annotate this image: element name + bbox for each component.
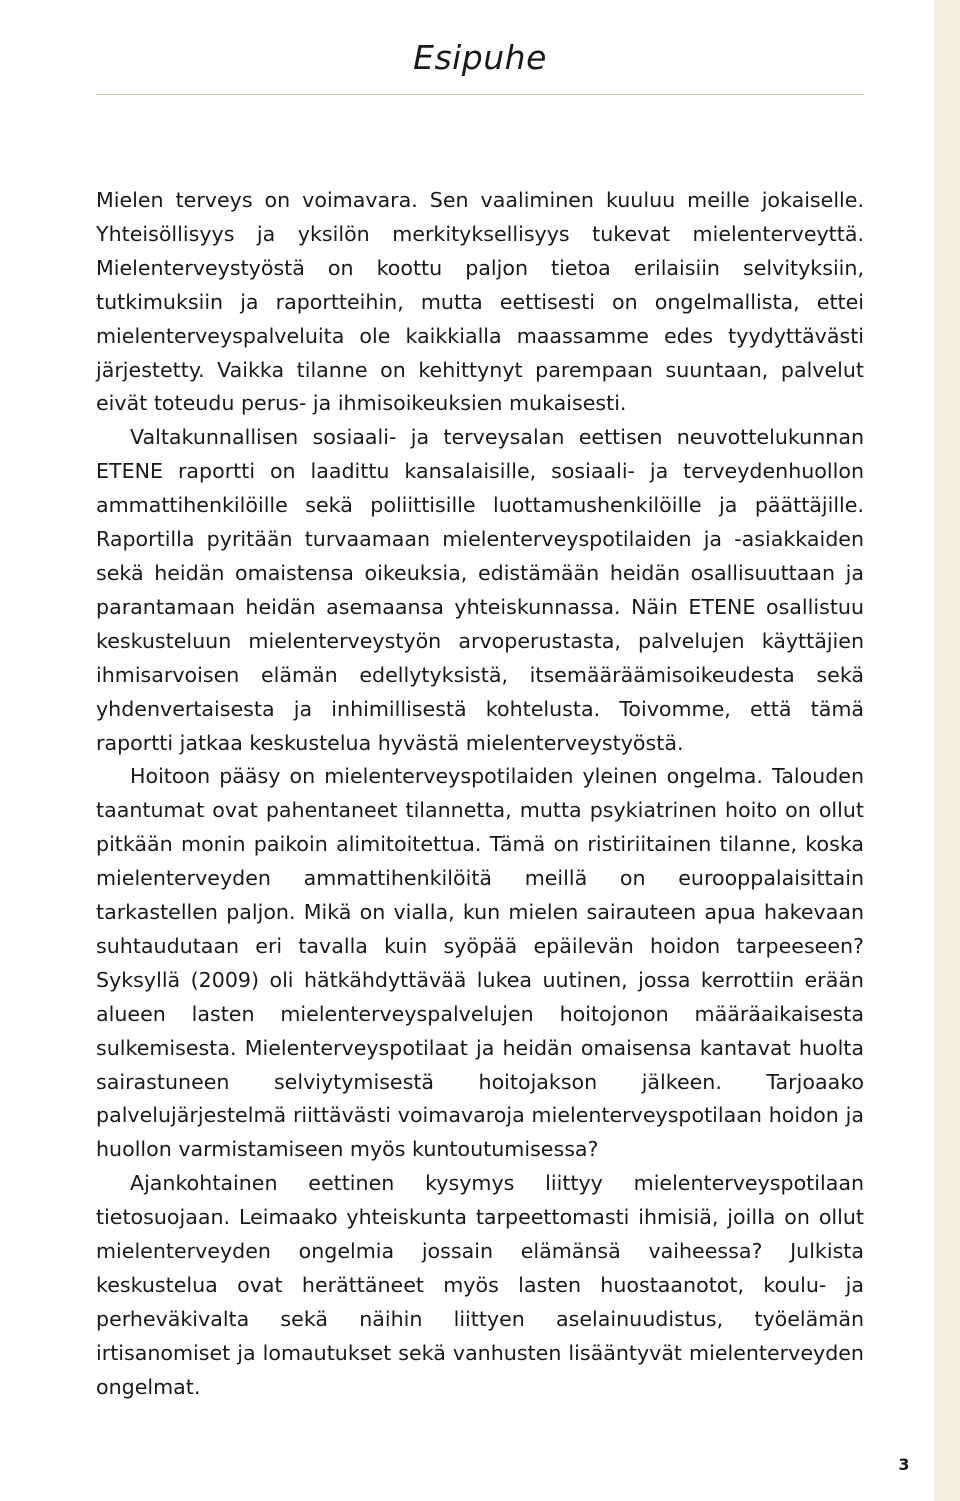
paragraph-3: Hoitoon pääsy on mielenterveyspotilaiden yleinen ongelma. Talouden taantumat ovat pahentaneet tilannetta, mutta psykiatrinen hoito on ollut pitkään monin paikoin alimitoitettua. Tämä on ristiriitainen tilanne, koska mielenterveyden ammattihenkilöitä meillä on eurooppalaisittain tarkastellen paljon. Mikä on vialla, kun mielen sairauteen apua hakevaan suhtaudutaan eri tavalla kuin syöpää epäilevän hoidon tarpeeseen? Syksyllä (2009) oli hätkähdyttävää lukea uutinen, jossa kerrottiin erään alueen lasten mielenterveyspalvelujen hoitojonon määräaikaisesta sulkemisesta. Mielenterveyspotilaat ja heidän omaisensa kantavat huolta sairastuneen selviytymisestä hoitojakson jälkeen. Tarjoaako palvelujärjestelmä riittävästi voimavaroja mielenterveyspotilaan hoidon ja huollon varmistamiseen myös kuntoutumisessa? xyxy=(96,764,864,1162)
page-title: Esipuhe xyxy=(413,38,547,77)
page-edge-strip xyxy=(934,0,960,1501)
body-text xyxy=(96,184,864,1405)
title-divider xyxy=(96,94,864,95)
paragraph-1: Mielen terveys on voimavara. Sen vaaliminen kuuluu meille jokaiselle. Yhteisöllisyys ja yksilön merkityksellisyys tukevat mielenterveyttä. Mielenterveystyöstä on koottu paljon tietoa erilaisiin selvityksiin, tutkimuksiin ja raportteihin, mutta eettisesti on ongelmallista, ettei mielenterveyspalveluita ole kaikkialla maassamme edes tyydyttävästi järjestetty. Vaikka tilanne on kehittynyt parempaan suuntaan, palvelut eivät toteudu perus- ja ihmisoikeuksien mukaisesti. xyxy=(96,188,864,416)
paragraph-4: Ajankohtainen eettinen kysymys liittyy mielenterveyspotilaan tietosuojaan. Leimaako yhteiskunta tarpeettomasti ihmisiä, joilla on ollut mielenterveyden ongelmia jossain elämänsä vaiheessa? Julkista keskustelua ovat herättäneet myös lasten huostaanotot, koulu- ja perheväkivalta sekä näihin liittyen aselainuudistus, työelämän irtisanomiset ja lomautukset sekä vanhusten lisääntyvät mielenterveyden ongelmat. xyxy=(96,1171,864,1399)
paragraph-2: Valtakunnallisen sosiaali- ja terveysalan eettisen neuvottelukunnan ETENE raportti on laadittu kansalaisille, sosiaali- ja terveydenhuollon ammattihenkilöille sekä poliittisille luottamushenkilöille ja päättäjille. Raportilla pyritään turvaamaan mielenterveyspotilaiden ja -asiakkaiden sekä heidän omaistensa oikeuksia, edistämään heidän osallisuuttaan ja parantamaan heidän asemaansa yhteiskunnassa. Näin ETENE osallistuu keskusteluun mielenterveystyön arvoperustasta, palvelujen käyttäjien ihmisarvoisen elämän edellytyksistä, itsemääräämisoikeudesta sekä yhdenvertaisesta ja inhimillisestä kohtelusta. Toivomme, että tämä raportti jatkaa keskustelua hyvästä mielenterveystyöstä. xyxy=(96,425,864,755)
page-number: 3 xyxy=(898,1455,910,1474)
